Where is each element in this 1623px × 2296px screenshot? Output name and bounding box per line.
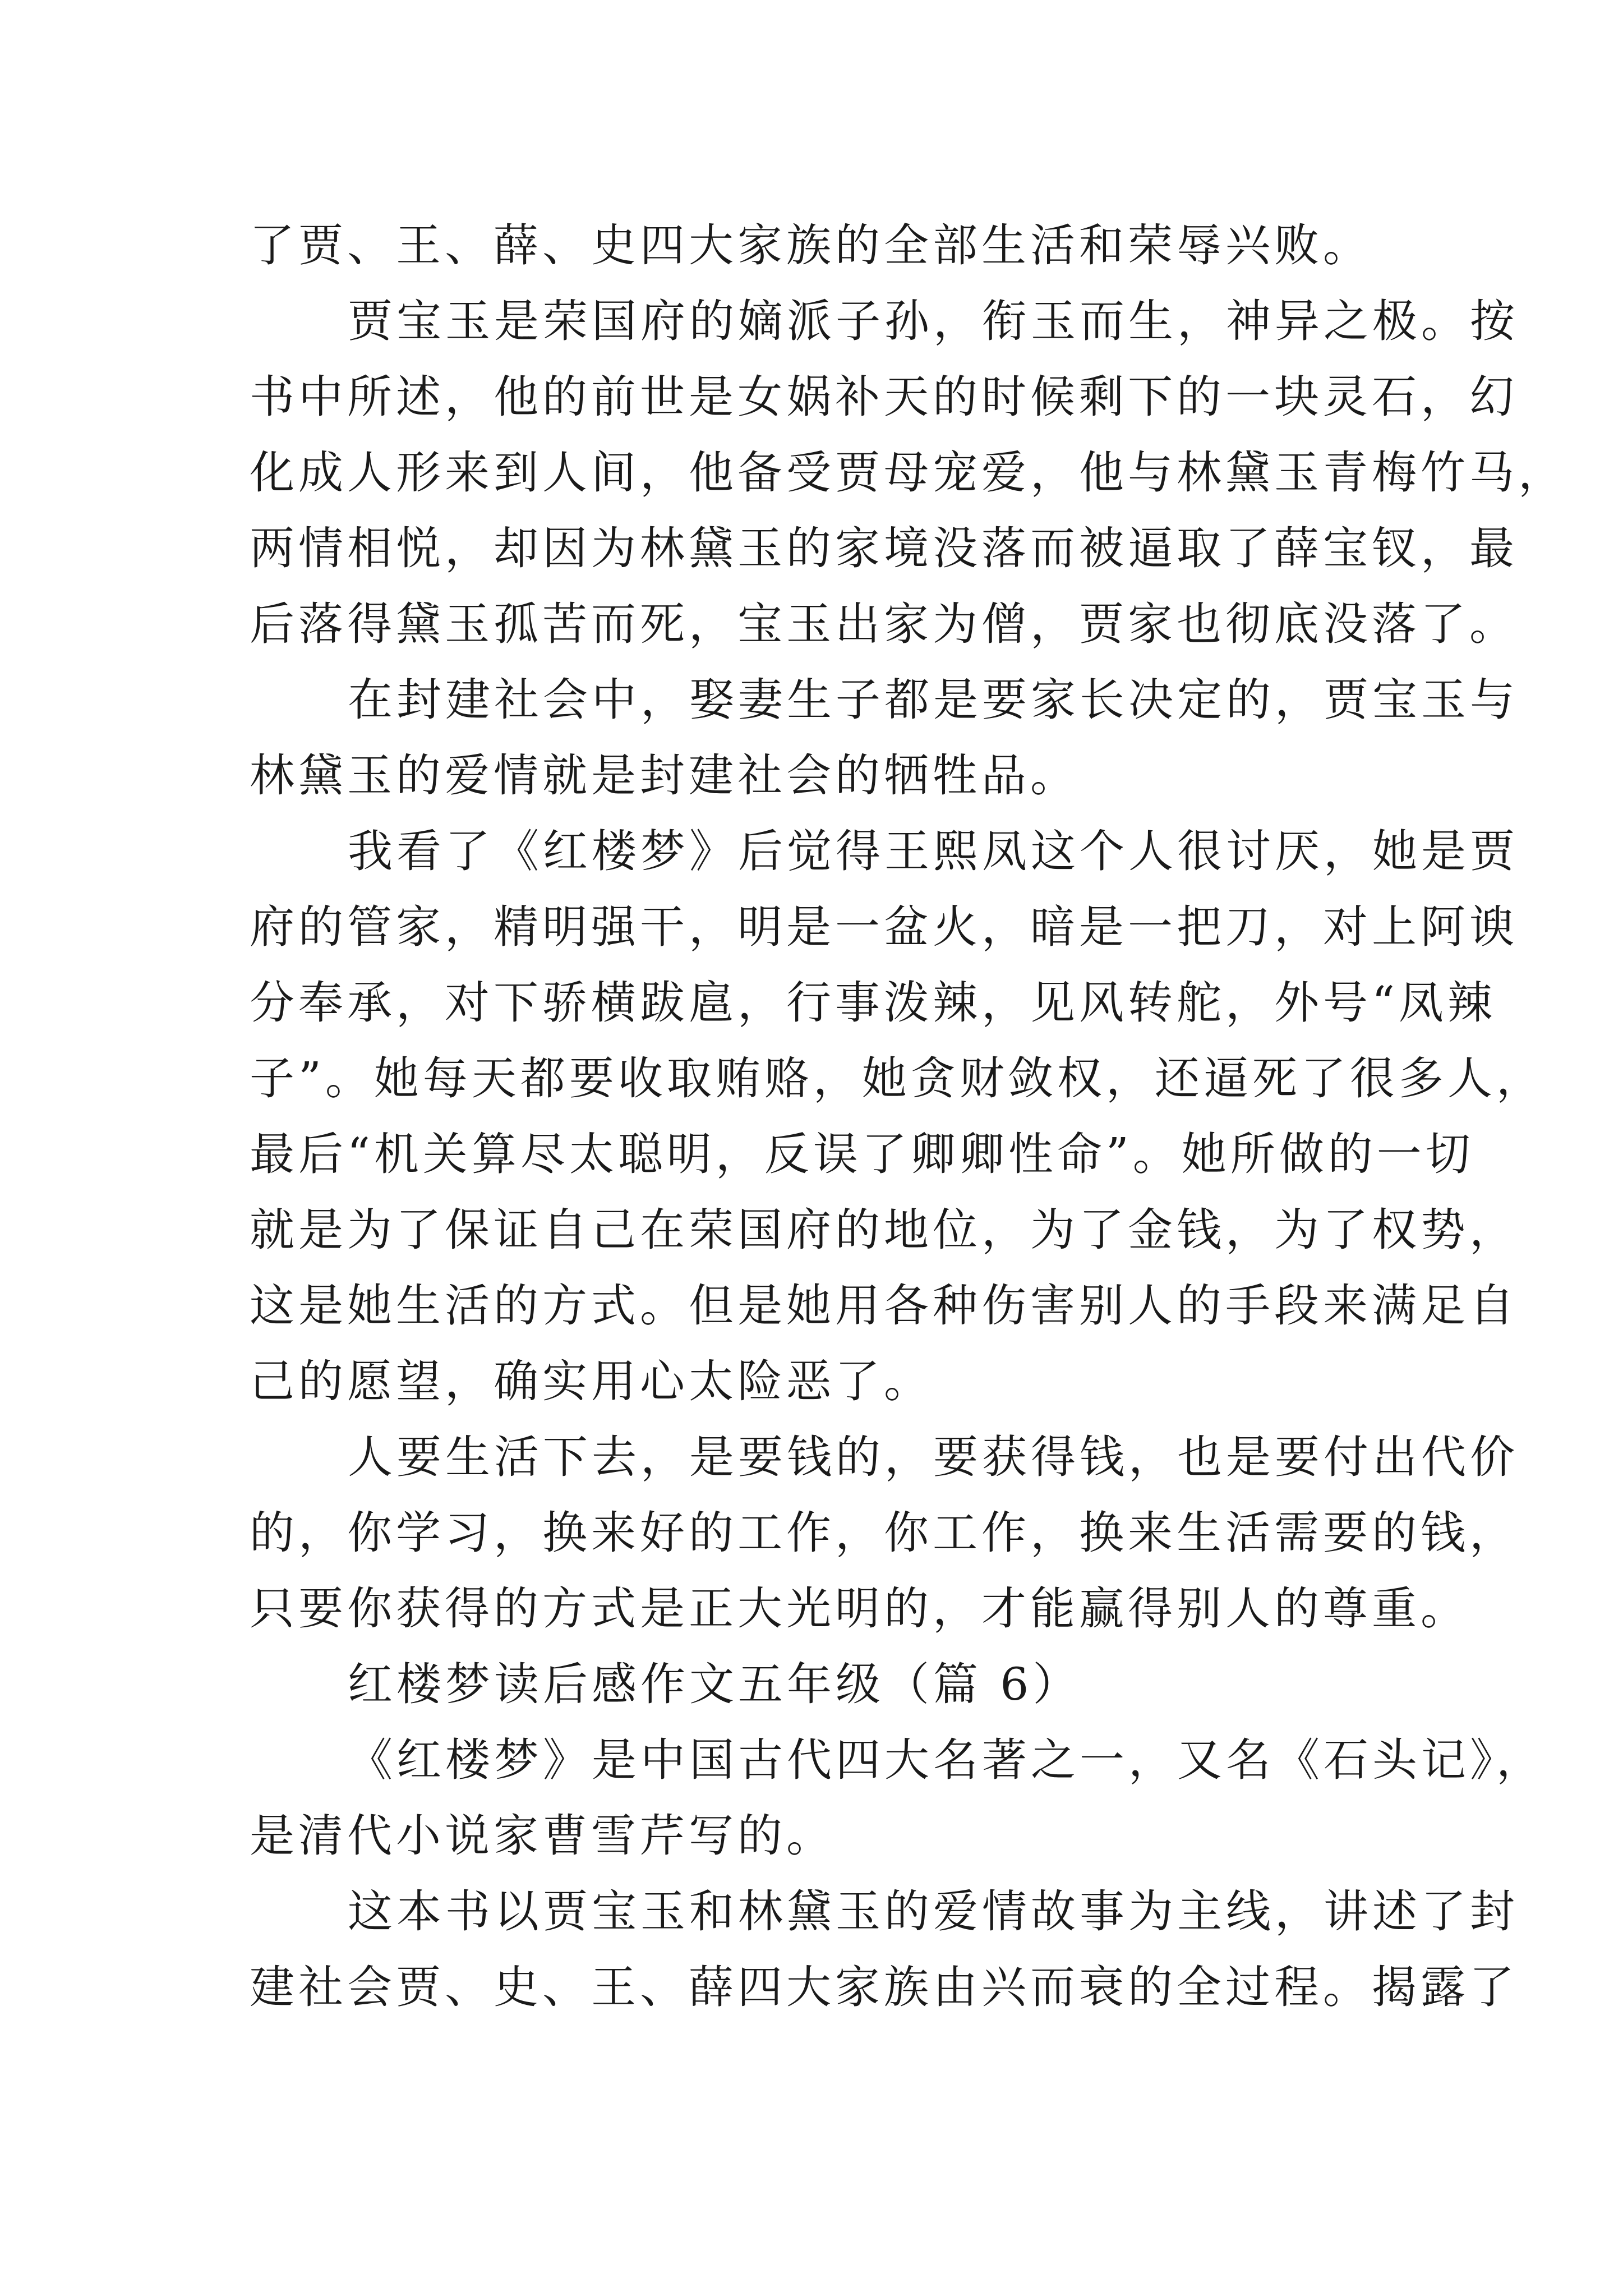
text-line: 最后“机关算尽太聪明，反误了卿卿性命”。她所做的一切 [250, 1128, 1474, 1180]
text-line: 《红楼梦》是中国古代四大名著之一，又名《石头记》， [348, 1734, 1545, 1786]
text-line: 人要生活下去，是要钱的，要获得钱，也是要付出代价 [348, 1431, 1519, 1483]
text-line: 在封建社会中，娶妻生子都是要家长决定的，贾宝玉与 [348, 674, 1519, 726]
text-line: 我看了《红楼梦》后觉得王熙凤这个人很讨厌，她是贾 [348, 825, 1519, 877]
text-line: 己的愿望，确实用心太险恶了。 [250, 1355, 933, 1407]
text-line: 两情相悦，却因为林黛玉的家境没落而被逼取了薛宝钗，最 [250, 522, 1518, 574]
text-line: 分奉承，对下骄横跋扈，行事泼辣，见风转舵，外号“凤辣 [250, 977, 1496, 1029]
text-line: 了贾、王、薛、史四大家族的全部生活和荣辱兴败。 [250, 219, 1372, 272]
text-line: 子”。她每天都要收取贿赂，她贪财敛权，还逼死了很多人， [250, 1052, 1545, 1105]
text-line: 这是她生活的方式。但是她用各种伤害别人的手段来满足自 [250, 1280, 1518, 1332]
text-line: 化成人形来到人间，他备受贾母宠爱，他与林黛玉青梅竹马， [250, 447, 1567, 499]
text-line: 是清代小说家曹雪芹写的。 [250, 1810, 835, 1862]
document-body [250, 208, 1567, 2025]
text-line: 府的管家，精明强干，明是一盆火，暗是一把刀，对上阿谀 [250, 901, 1518, 953]
text-line: 这本书以贾宝玉和林黛玉的爱情故事为主线，讲述了封 [348, 1885, 1519, 1938]
text-line: 书中所述，他的前世是女娲补天的时候剩下的一块灵石，幻 [250, 371, 1518, 423]
text-line: 就是为了保证自己在荣国府的地位，为了金钱，为了权势， [250, 1204, 1518, 1256]
text-line: 后落得黛玉孤苦而死，宝玉出家为僧，贾家也彻底没落了。 [250, 598, 1518, 650]
text-line: 建社会贾、史、王、薛四大家族由兴而衰的全过程。揭露了 [250, 1961, 1518, 2013]
text-line: 林黛玉的爱情就是封建社会的牺牲品。 [250, 749, 1079, 802]
section-heading: 红楼梦读后感作文五年级（篇 6） [348, 1658, 1082, 1710]
text-line: 只要你获得的方式是正大光明的，才能赢得别人的尊重。 [250, 1582, 1469, 1635]
text-line: 贾宝玉是荣国府的嫡派子孙，衔玉而生，神异之极。按 [348, 295, 1519, 347]
text-line: 的，你学习，换来好的工作，你工作，换来生活需要的钱， [250, 1507, 1518, 1559]
